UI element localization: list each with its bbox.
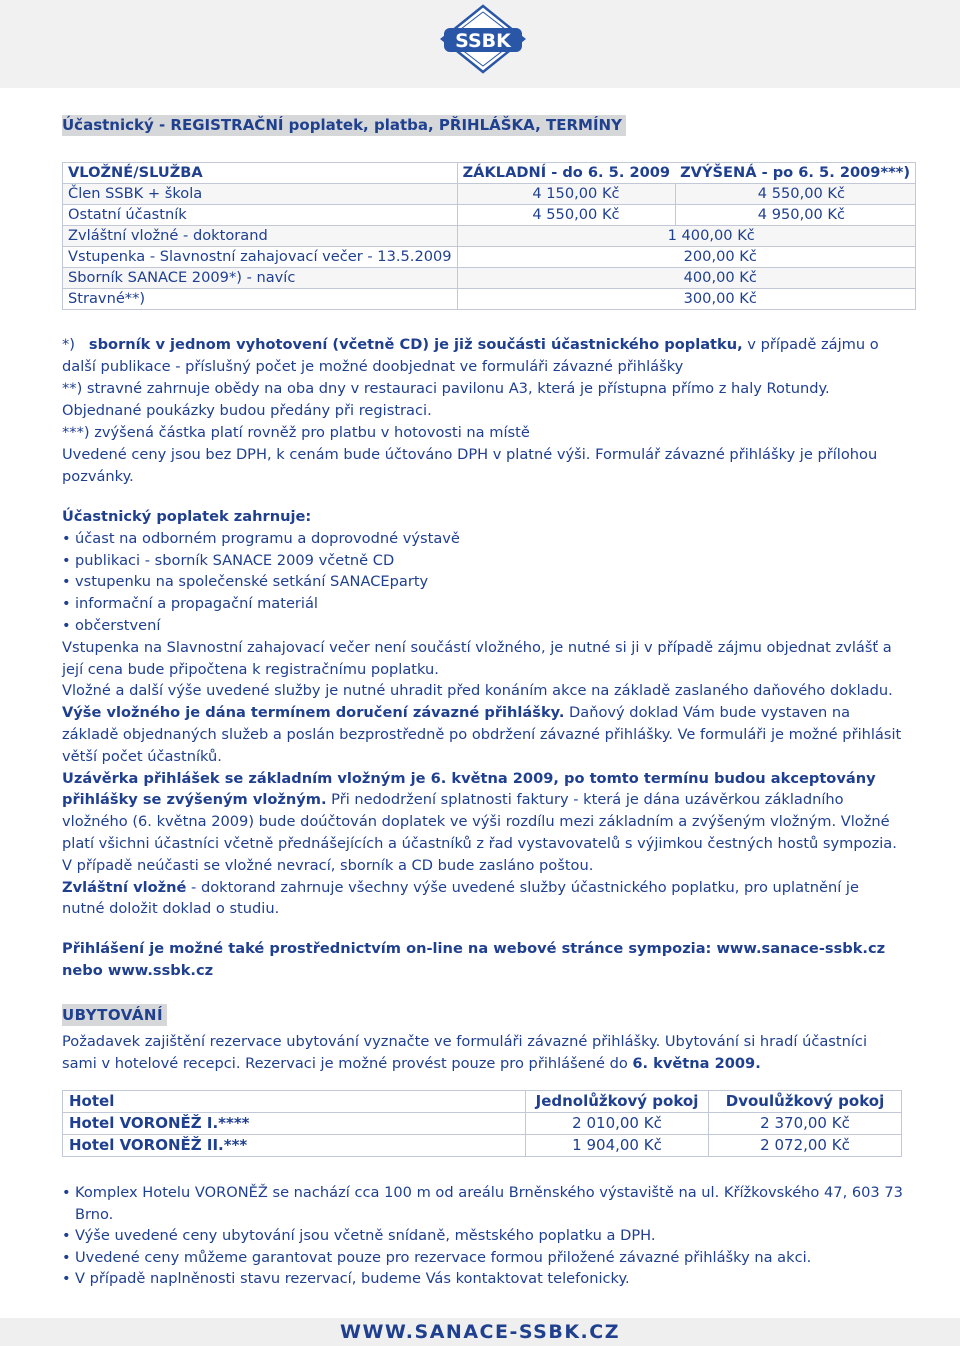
fees-single-value: 200,00 Kč — [457, 247, 915, 268]
paragraph-ticket: Vstupenka na Slavnostní zahajovací večer není součástí vložného, je nutné si ji v případě zájmu objednat zvlášť a její cena bude připočtena k registračnímu poplatku. — [62, 638, 892, 678]
accommodation-section — [62, 1004, 904, 1075]
paragraph-student-bold: Zvláštní vložné — [62, 878, 187, 896]
fees-single-value: 400,00 Kč — [457, 268, 915, 289]
hotels-row-name: Hotel VORONĚŽ II.*** — [63, 1135, 526, 1157]
note-4: Uvedené ceny jsou bez DPH, k cenám bude účtováno DPH v platné výši. Formulář závazné přihlášky je přílohou pozvánky. — [62, 446, 878, 485]
list-item: • publikaci - sborník SANACE 2009 včetně CD — [62, 550, 904, 572]
list-item: • Výše uvedené ceny ubytování jsou včetně snídaně, městského poplatku a DPH. — [62, 1225, 904, 1247]
accommodation-title: UBYTOVÁNÍ — [62, 1004, 167, 1026]
note-1-bold: sborník v jednom vyhotovení (včetně CD) je již součásti účastnického poplatku, — [88, 336, 743, 353]
list-item: • V případě naplněnosti stavu rezervací, budeme Vás kontaktovat telefonicky. — [62, 1268, 904, 1290]
fees-single-label: Zvláštní vložné - doktorand — [63, 226, 458, 247]
hotel-notes — [62, 1182, 904, 1290]
online-registration: Přihlášení je možné také prostřednictvím on-line na webové stránce sympozia: www.sanace-ssbk.cz nebo www.ssbk.cz — [62, 940, 886, 979]
fees-table — [62, 162, 916, 310]
svg-text:SSBK: SSBK — [455, 30, 511, 52]
fees-single-row — [63, 268, 916, 289]
fees-row-raised: 4 550,00 Kč — [675, 184, 915, 205]
paragraph-student — [62, 877, 904, 921]
fees-row-label: Člen SSBK + škola — [63, 184, 458, 205]
hotels-row-double: 2 370,00 Kč — [709, 1113, 902, 1135]
fees-header-basic: ZÁKLADNÍ - do 6. 5. 2009 — [457, 163, 675, 184]
fees-single-row — [63, 289, 916, 310]
hotels-row-single: 1 904,00 Kč — [526, 1135, 709, 1157]
accommodation-text-main: Požadavek zajištění rezervace ubytování vyznačte ve formuláři závazné přihlášky. Ubytování si hradí účastníci sami v hotelové recepci. Rezervaci je možné provést pouze pro přihlášené do — [62, 1033, 867, 1072]
fees-row-raised: 4 950,00 Kč — [675, 205, 915, 226]
fees-single-label: Vstupenka - Slavnostní zahajovací večer - 13.5.2009 — [63, 247, 458, 268]
fees-header-row — [63, 163, 916, 184]
accommodation-text — [62, 1031, 904, 1075]
list-item: • informační a propagační materiál — [62, 593, 904, 615]
hotels-row-name: Hotel VORONĚŽ I.**** — [63, 1113, 526, 1135]
fees-single-label: Stravné**) — [63, 289, 458, 310]
paragraph-amount-rest: Daňový doklad Vám bude vystaven na základě objednaných služeb a poslán bezprostředně po obdržení závazné přihlášky. Ve formuláři je možné přihlásit větší počet účastníků. — [62, 704, 902, 765]
note-1-rest: v případě zájmu o další publikace - příslušný počet je možné doobjednat ve formuláři závazné přihlášky — [62, 336, 879, 375]
list-item: • občerstvení — [62, 615, 904, 637]
ssbk-logo — [440, 4, 526, 74]
section-title: Účastnický - REGISTRAČNÍ poplatek, platba, PŘIHLÁŠKA, TERMÍNY — [62, 115, 626, 136]
fee-notes — [62, 334, 904, 488]
footer-url: WWW.SANACE-SSBK.CZ — [339, 1321, 620, 1343]
hotels-row-double: 2 072,00 Kč — [709, 1135, 902, 1157]
hotels-table — [62, 1090, 902, 1157]
fees-single-row — [63, 247, 916, 268]
fees-row-label: Ostatní účastník — [63, 205, 458, 226]
list-item: • vstupenku na společenské setkání SANACEparty — [62, 571, 904, 593]
hotels-header-single: Jednolůžkový pokoj — [526, 1091, 709, 1113]
paragraph-payment: Vložné a další výše uvedené služby je nutné uhradit před konáním akce na základě zaslaného daňového dokladu. — [62, 682, 893, 700]
fees-single-label: Sborník SANACE 2009*) - navíc — [63, 268, 458, 289]
list-item: • Uvedené ceny můžeme garantovat pouze pro rezervace formou přiložené závazné přihlášky na akci. — [62, 1247, 904, 1269]
paragraph-amount-bold: Výše vložného je dána termínem doručení závazné přihlášky. — [62, 704, 565, 722]
paragraph-amount — [62, 702, 904, 767]
hotel-notes-list — [62, 1182, 904, 1290]
fees-single-value: 1 400,00 Kč — [457, 226, 915, 247]
fees-header-raised: ZVÝŠENÁ - po 6. 5. 2009***) — [675, 163, 915, 184]
includes-list — [62, 528, 904, 637]
note-1 — [62, 334, 904, 378]
note-2: **) stravné zahrnuje obědy na oba dny v restauraci pavilonu A3, která je přístupna přímo z haly Rotundy. Objednané poukázky budou předány při registraci. — [62, 380, 830, 419]
list-item: • účast na odborném programu a doprovodné výstavě — [62, 528, 904, 550]
paragraph-student-rest: - doktorand zahrnuje všechny výše uvedené služby účastnického poplatku, pro uplatnění je nutné doložit doklad o studiu. — [62, 878, 859, 918]
accommodation-deadline: 6. května 2009. — [632, 1055, 761, 1072]
fees-row — [63, 184, 916, 205]
fee-details — [62, 506, 904, 982]
paragraph-deadline — [62, 768, 904, 877]
fees-row-basic: 4 550,00 Kč — [457, 205, 675, 226]
hotels-header-hotel: Hotel — [63, 1091, 526, 1113]
fees-row-basic: 4 150,00 Kč — [457, 184, 675, 205]
includes-title: Účastnický poplatek zahrnuje: — [62, 508, 312, 525]
list-item: • Komplex Hotelu VORONĚŽ se nachází cca 100 m od areálu Brněnského výstaviště na ul. Křížkovského 47, 603 73 Brno. — [62, 1182, 904, 1225]
hotels-row — [63, 1135, 902, 1157]
fees-row — [63, 205, 916, 226]
fees-single-row — [63, 226, 916, 247]
hotels-header-double: Dvoulůžkový pokoj — [709, 1091, 902, 1113]
hotels-row-single: 2 010,00 Kč — [526, 1113, 709, 1135]
hotels-header-row — [63, 1091, 902, 1113]
hotels-row — [63, 1113, 902, 1135]
paragraph-deadline-rest: Při nedodržení splatnosti faktury - která je dána uzávěrkou základního vložného (6. května 2009) bude doúčtován doplatek ve výši rozdílu mezi základním a zvýšeným vložným. Vložné platí všichni účastníci včetně přednášejících a účastníků z řad vystavovatelů s výjimkou čestných hostů sympozia. V případě neúčasti se vložné nevrací, sborník a CD bude zasláno poštou. — [62, 791, 897, 874]
note-1-prefix: *) — [62, 336, 89, 353]
fees-header-service: VLOŽNÉ/SLUŽBA — [63, 163, 458, 184]
paragraph-deadline-bold: Uzávěrka přihlášek se základním vložným je 6. května 2009, po tomto termínu budou akceptovány přihlášky se zvýšeným vložným. — [62, 769, 876, 809]
fees-single-value: 300,00 Kč — [457, 289, 915, 310]
note-3: ***) zvýšená částka platí rovněž pro platbu v hotovosti na místě — [62, 424, 530, 441]
